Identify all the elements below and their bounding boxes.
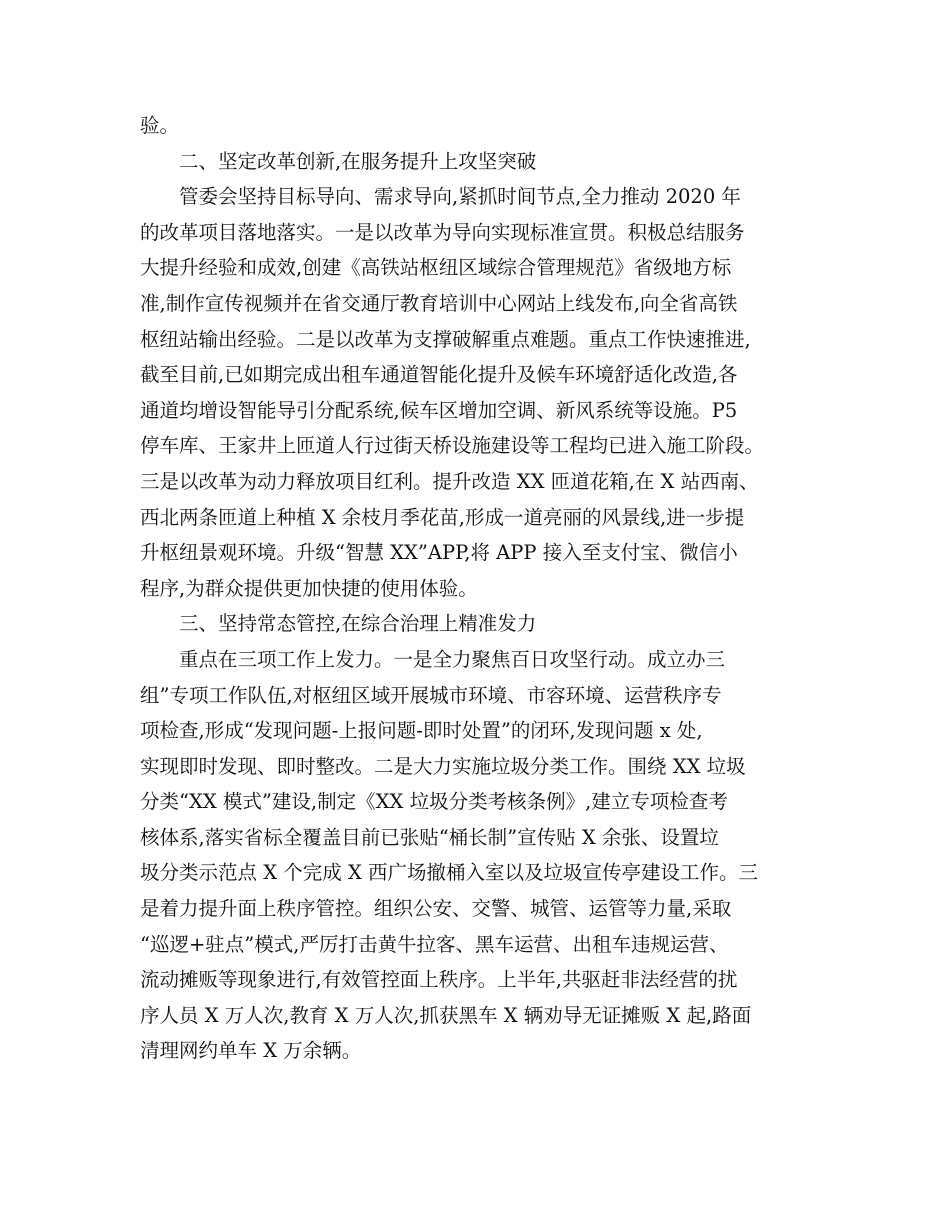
- paragraph-line: “巡逻+驻点”模式,严厉打击黄牛拉客、黑车运营、出租车违规运营、: [140, 932, 729, 956]
- paragraph-line: 截至目前,已如期完成出租车通道智能化提升及候车环境舒适化改造,各: [140, 363, 738, 387]
- paragraph-line: 组”专项工作队伍,对枢纽区域开展城市环境、市容环境、运营秩序专: [140, 683, 722, 707]
- section-heading-3: 三、坚持常态管控,在综合治理上精准发力: [179, 612, 537, 636]
- paragraph-line: 西北两条匝道上种植 X 余枝月季花苗,形成一道亮丽的风景线,进一步提: [140, 505, 745, 529]
- paragraph-line: 清理网约单车 X 万余辆。: [140, 1039, 362, 1063]
- paragraph-line: 分类“XX 模式”建设,制定《XX 垃圾分类考核条例》,建立专项检查考: [140, 790, 728, 814]
- paragraph-line: 是着力提升面上秩序管控。组织公安、交警、城管、运管等力量,采取: [140, 897, 732, 921]
- paragraph-line: 升枢纽景观环境。升级“智慧 XX”APP,将 APP 接入至支付宝、微信小: [140, 541, 738, 565]
- paragraph-continuation-line: 验。: [140, 114, 180, 137]
- paragraph-line: 通道均增设智能导引分配系统,候车区增加空调、新风系统等设施。P5: [140, 398, 738, 422]
- paragraph-line: 圾分类示范点 X 个完成 X 西广场撤桶入室以及垃圾宣传亭建设工作。三: [140, 861, 759, 885]
- paragraph-line: 核体系,落实省标全覆盖目前已张贴“桶长制”宣传贴 X 余张、设置垃: [140, 825, 719, 849]
- paragraph-line: 实现即时发现、即时整改。二是大力实施垃圾分类工作。围绕 XX 垃圾: [140, 754, 746, 778]
- paragraph-line: 重点在三项工作上发力。一是全力聚焦百日攻坚行动。成立办三: [179, 647, 726, 671]
- paragraph-line: 大提升经验和成效,创建《高铁站枢纽区域综合管理规范》省级地方标: [140, 256, 732, 280]
- paragraph-line: 流动摊贩等现象进行,有效管控面上秩序。上半年,共驱赶非法经营的扰: [140, 968, 738, 992]
- paragraph-line: 枢纽站输出经验。二是以改革为支撑破解重点难题。重点工作快速推进,: [140, 327, 751, 351]
- paragraph-line: 的改革项目落地落实。一是以改革为导向实现标准宣贯。积极总结服务: [140, 220, 745, 244]
- section-heading-2: 二、坚定改革创新,在服务提升上攻坚突破: [179, 149, 537, 173]
- document-body: [140, 108, 824, 1069]
- paragraph-line: 三是以改革为动力释放项目红利。提升改造 XX 匝道花箱,在 X 站西南、: [140, 469, 759, 493]
- paragraph-line: 序人员 X 万人次,教育 X 万人次,抓获黑车 X 辆劝导无证摊贩 X 起,路面: [140, 1003, 752, 1027]
- paragraph-line: 管委会坚持目标导向、需求导向,紧抓时间节点,全力推动 2020 年: [179, 185, 741, 209]
- paragraph-line: 停车库、王家井上匝道人行过街天桥设施建设等工程均已进入施工阶段。: [140, 434, 765, 458]
- paragraph-line: 程序,为群众提供更加快捷的使用体验。: [140, 576, 478, 600]
- paragraph-line: 项检查,形成“发现问题-上报问题-即时处置”的闭环,发现问题 x 处,: [140, 719, 703, 743]
- paragraph-line: 准,制作宣传视频并在省交通厅教育培训中心网站上线发布,向全省高铁: [140, 291, 738, 315]
